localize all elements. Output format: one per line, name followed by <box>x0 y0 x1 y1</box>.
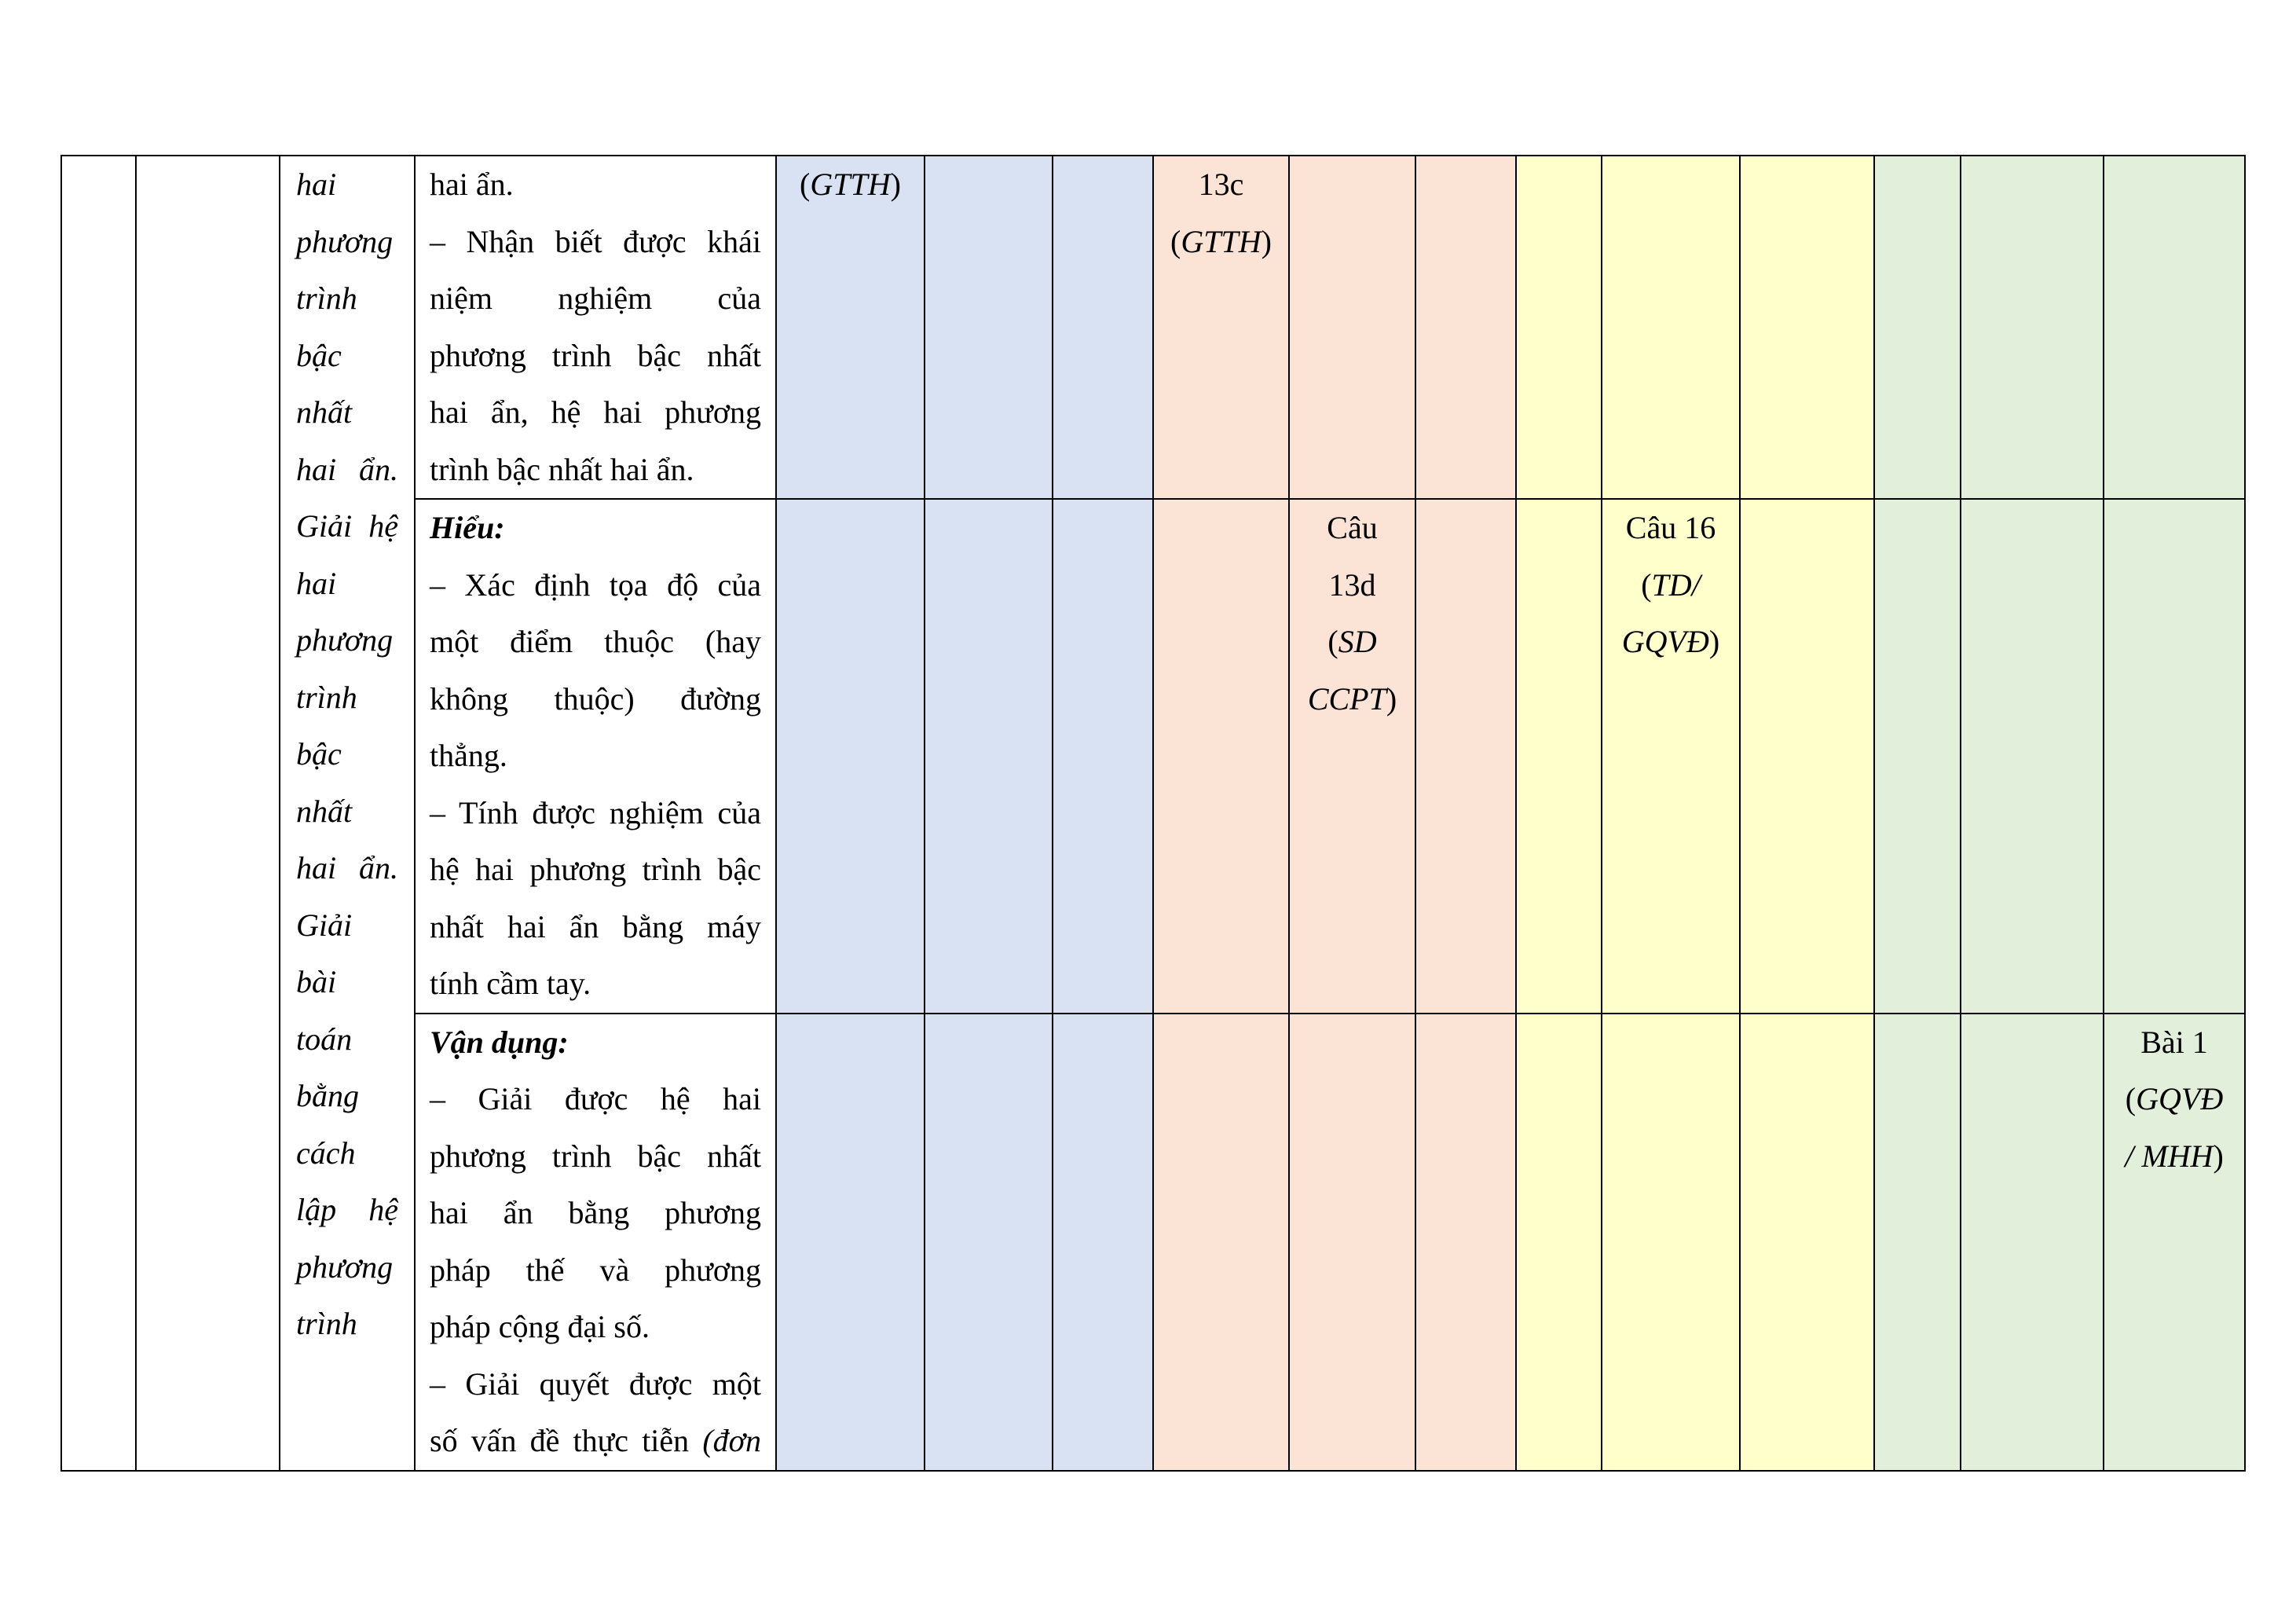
topic-line: trình <box>296 679 357 715</box>
assessment-matrix-table <box>60 155 2246 1472</box>
topic-line: phương <box>296 622 394 658</box>
cell-empty <box>2104 156 2245 499</box>
topic-line: phương <box>296 1248 394 1285</box>
cell-question: Bài 1 (GQVĐ / MHH) <box>2104 1014 2245 1471</box>
cell-empty <box>925 499 1053 1014</box>
topic-line: bậc <box>296 736 342 772</box>
cell-empty <box>1961 1014 2104 1471</box>
cell-question: (GTTH) <box>776 156 925 499</box>
cell-empty <box>1602 156 1740 499</box>
table-row <box>61 156 2245 499</box>
cell-empty <box>2104 499 2245 1014</box>
cell-empty <box>1415 499 1516 1014</box>
competency-code: GQVĐ <box>2136 1081 2224 1116</box>
requirement-line: pháp thế và phương <box>430 1252 761 1288</box>
cell-empty <box>1516 1014 1602 1471</box>
cell-question: Câu 16 (TD/ GQVĐ) <box>1602 499 1740 1014</box>
requirement-line: nhất hai ẩn bằng máy <box>430 908 761 944</box>
cell-topic <box>280 156 415 1471</box>
cell-empty <box>776 1014 925 1471</box>
cell-empty <box>1153 1014 1289 1471</box>
cell-index <box>61 156 136 1471</box>
question-number: 13d <box>1328 566 1376 603</box>
cell-empty <box>1874 1014 1961 1471</box>
topic-line: toán <box>296 1021 353 1057</box>
topic-line: bậc <box>296 337 342 373</box>
topic-line: bài <box>296 964 337 999</box>
requirement-line: tính cầm tay. <box>430 966 591 1001</box>
level-heading: Hiểu: <box>430 510 505 545</box>
requirement-line: phương trình bậc nhất <box>430 337 761 373</box>
cell-empty <box>1053 156 1153 499</box>
level-heading: Vận dụng: <box>430 1024 569 1060</box>
topic-line: hai <box>296 167 337 202</box>
requirement-line: một điểm thuộc (hay <box>430 624 761 659</box>
question-label: Câu 16 <box>1625 510 1716 545</box>
topic-line: nhất <box>296 394 353 430</box>
competency-code: GQVĐ <box>1621 624 1709 659</box>
cell-empty <box>1602 1014 1740 1471</box>
topic-line: hai <box>296 565 337 601</box>
requirement-line: phương trình bậc nhất <box>430 1138 761 1174</box>
competency-code: CCPT <box>1307 680 1386 717</box>
competency-code: GTTH <box>810 167 891 202</box>
requirement-line: trình bậc nhất hai ẩn. <box>430 451 694 487</box>
topic-line: hai ẩn. <box>296 850 398 885</box>
cell-empty <box>925 1014 1053 1471</box>
topic-line: trình <box>296 280 357 316</box>
cell-empty <box>1289 156 1415 499</box>
cell-empty <box>1415 156 1516 499</box>
cell-empty <box>1874 156 1961 499</box>
cell-empty <box>1874 499 1961 1014</box>
topic-line: hai ẩn. <box>296 451 398 487</box>
cell-empty <box>1516 156 1602 499</box>
requirement-line: – Giải quyết được một <box>430 1366 761 1402</box>
requirement-line: pháp cộng đại số. <box>430 1309 650 1344</box>
cell-question: 13c (GTTH) <box>1153 156 1289 499</box>
cell-empty <box>1740 156 1874 499</box>
question-number: 13c <box>1198 167 1244 202</box>
requirement-line: không thuộc) đường <box>430 680 761 717</box>
cell-requirement-recognize <box>415 156 776 499</box>
cell-question: Câu 13d (SD CCPT) <box>1289 499 1415 1014</box>
cell-empty <box>1961 499 2104 1014</box>
cell-empty <box>1516 499 1602 1014</box>
competency-code: SD <box>1338 624 1377 659</box>
requirement-line: hệ hai phương trình bậc <box>430 852 761 887</box>
requirement-line: – Xác định tọa độ của <box>430 566 761 603</box>
cell-empty <box>925 156 1053 499</box>
topic-line: cách <box>296 1135 356 1171</box>
exercise-label: Bài 1 <box>2140 1024 2208 1060</box>
topic-line: nhất <box>296 793 353 829</box>
question-label: Câu <box>1327 510 1378 545</box>
requirement-line: thẳng. <box>430 738 507 773</box>
cell-requirement-apply <box>415 1014 776 1471</box>
cell-empty <box>1740 499 1874 1014</box>
requirement-line: – Giải được hệ hai <box>430 1081 761 1116</box>
cell-empty <box>1153 499 1289 1014</box>
requirement-line: hai ẩn, hệ hai phương <box>430 394 761 430</box>
requirement-line: hai ẩn bằng phương <box>430 1195 761 1230</box>
requirement-line: hai ẩn. <box>430 167 514 202</box>
cell-requirement-understand <box>415 499 776 1014</box>
requirement-line: – Tính được nghiệm của <box>430 794 761 830</box>
topic-line: phương <box>296 223 394 259</box>
competency-code: / MHH <box>2125 1138 2214 1174</box>
cell-empty <box>1053 499 1153 1014</box>
topic-line: Giải hệ <box>296 508 398 544</box>
cell-empty <box>1740 1014 1874 1471</box>
cell-empty <box>1961 156 2104 499</box>
requirement-line: số vấn đề thực tiễn (đơn <box>430 1423 761 1458</box>
topic-line: bằng <box>296 1078 359 1113</box>
cell-empty <box>1415 1014 1516 1471</box>
cell-chapter <box>136 156 280 1471</box>
cell-empty <box>1289 1014 1415 1471</box>
cell-empty <box>776 499 925 1014</box>
cell-empty <box>1053 1014 1153 1471</box>
topic-line: Giải <box>296 907 353 943</box>
topic-line: trình <box>296 1306 357 1341</box>
competency-code: TD/ <box>1651 566 1701 603</box>
topic-line: lập hệ <box>296 1192 398 1227</box>
competency-code: GTTH <box>1181 223 1262 259</box>
requirement-line: – Nhận biết được khái <box>430 223 761 259</box>
requirement-line: niệm nghiệm của <box>430 280 761 316</box>
